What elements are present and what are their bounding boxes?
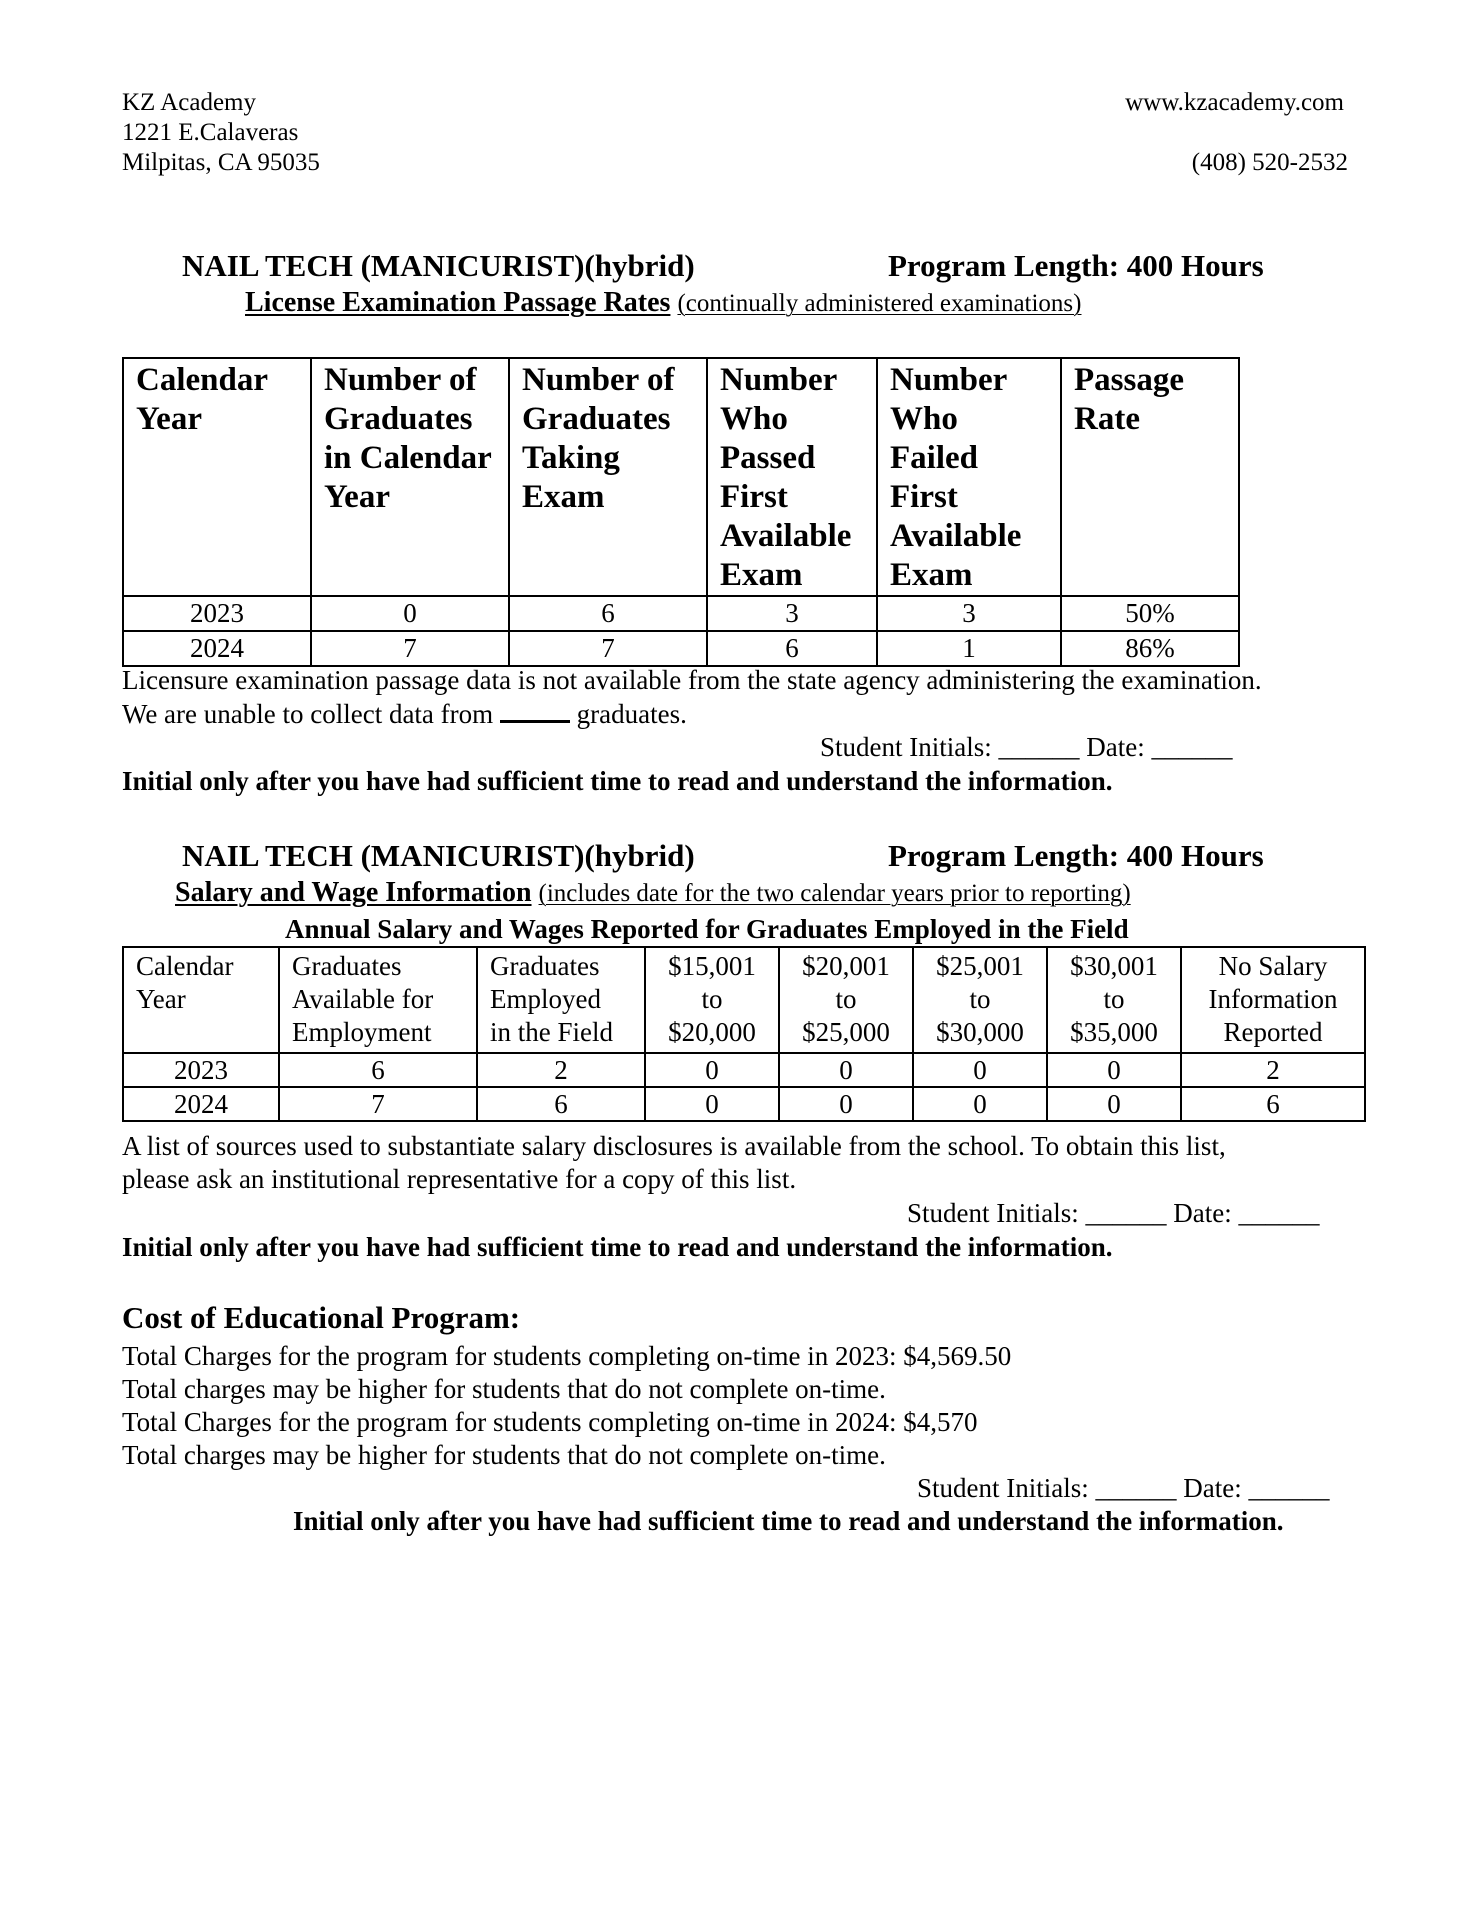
table-cell: 2023	[123, 1053, 279, 1087]
passage-rates-table	[122, 357, 1240, 667]
table-cell: 2023	[123, 596, 311, 631]
section1-subtitle-text: License Examination Passage Rates	[245, 287, 671, 318]
section3-title: Cost of Educational Program:	[122, 1300, 521, 1335]
section1-subtitle	[245, 286, 1082, 321]
header-cell	[279, 947, 477, 1053]
table-cell: 7	[509, 631, 707, 666]
table-cell: 86%	[1061, 631, 1239, 666]
table-cell: 7	[311, 631, 509, 666]
table-header-row	[123, 947, 1365, 1053]
table-cell: 0	[913, 1087, 1047, 1121]
website-link[interactable]: www.kzacademy.com	[1125, 89, 1344, 116]
school-name: KZ Academy	[122, 89, 256, 116]
header-text: Number Who Passed First Available Exam	[720, 362, 852, 593]
table-cell: 2024	[123, 631, 311, 666]
header-cell	[779, 947, 913, 1053]
table-cell: 2	[1181, 1053, 1365, 1087]
table-cell: 0	[1047, 1053, 1181, 1087]
header-cell	[645, 947, 779, 1053]
table-cell: 0	[779, 1053, 913, 1087]
address-line-1: 1221 E.Calaveras	[122, 119, 299, 146]
table-row	[123, 1053, 1365, 1087]
header-text: Graduates Available for Employment	[292, 951, 434, 1047]
header-text: $20,001 to $25,000	[802, 951, 890, 1047]
header-text: Graduates Employed in the Field	[490, 951, 613, 1047]
section2-initials-date[interactable]: Student Initials: ______ Date: ______	[907, 1198, 1320, 1228]
table-cell: 6	[1181, 1087, 1365, 1121]
header-text: No Salary Information Reported	[1208, 951, 1338, 1047]
table-row	[123, 1087, 1365, 1121]
header-cell	[1047, 947, 1181, 1053]
section2-subtitle-note: (includes date for the two calendar years prior to reporting)	[538, 880, 1131, 907]
header-text: Calendar Year	[136, 951, 234, 1014]
table-cell: 6	[509, 596, 707, 631]
header-cell	[913, 947, 1047, 1053]
table-header-row	[123, 358, 1239, 596]
header-cell	[123, 947, 279, 1053]
header-text: $25,001 to $30,000	[936, 951, 1024, 1047]
section1-initial-notice: Initial only after you have had sufficient time to read and understand the information.	[122, 766, 1113, 796]
cost-line-2: Total charges may be higher for students that do not complete on-time.	[122, 1374, 886, 1404]
table-row	[123, 596, 1239, 631]
section1-program-name: NAIL TECH (MANICURIST)(hybrid)	[182, 248, 695, 283]
table-cell: 0	[913, 1053, 1047, 1087]
cost-line-4: Total charges may be higher for students that do not complete on-time.	[122, 1440, 886, 1470]
section1-subtitle-note: (continually administered examinations)	[677, 290, 1082, 317]
header-text: $30,001 to $35,000	[1070, 951, 1158, 1047]
header-text: Number of Graduates in Calendar Year	[324, 362, 492, 515]
section2-subtitle-text: Salary and Wage Information	[175, 877, 532, 908]
table-cell: 6	[707, 631, 877, 666]
graduates-blank-field[interactable]	[500, 698, 570, 723]
table-cell: 6	[477, 1087, 645, 1121]
section1-note1: Licensure examination passage data is not available from the state agency administering the examination.	[122, 665, 1262, 695]
section2-program-name: NAIL TECH (MANICURIST)(hybrid)	[182, 838, 695, 873]
section3-initials-date[interactable]: Student Initials: ______ Date: ______	[917, 1473, 1330, 1503]
header-text: Passage Rate	[1074, 362, 1184, 437]
table-cell: 0	[311, 596, 509, 631]
cost-line-3: Total Charges for the program for students completing on-time in 2024: $4,570	[122, 1407, 978, 1437]
table-cell: 3	[707, 596, 877, 631]
header-cell	[1181, 947, 1365, 1053]
table-row	[123, 631, 1239, 666]
table-cell: 50%	[1061, 596, 1239, 631]
header-text: Calendar Year	[136, 362, 268, 437]
header-cell	[477, 947, 645, 1053]
section2-note1: A list of sources used to substantiate salary disclosures is available from the school. To obtain this list,	[122, 1131, 1226, 1161]
section3-initial-notice: Initial only after you have had sufficient time to read and understand the information.	[293, 1506, 1284, 1536]
header-cell	[123, 358, 311, 596]
table-cell: 1	[877, 631, 1061, 666]
table-cell: 3	[877, 596, 1061, 631]
section1-note2-before: We are unable to collect data from	[122, 699, 494, 729]
section1-note2-after: graduates.	[576, 699, 687, 729]
salary-wage-table	[122, 946, 1366, 1122]
table-cell: 2	[477, 1053, 645, 1087]
header-cell	[311, 358, 509, 596]
header-text: $15,001 to $20,000	[668, 951, 756, 1047]
section2-note2: please ask an institutional representative for a copy of this list.	[122, 1164, 797, 1194]
table-cell: 0	[645, 1053, 779, 1087]
header-cell	[707, 358, 877, 596]
section2-table-caption: Annual Salary and Wages Reported for Graduates Employed in the Field	[285, 914, 1129, 944]
table-cell: 0	[645, 1087, 779, 1121]
section2-initial-notice: Initial only after you have had sufficient time to read and understand the information.	[122, 1232, 1113, 1262]
table-cell: 0	[779, 1087, 913, 1121]
section1-note2	[122, 698, 687, 731]
header-cell	[877, 358, 1061, 596]
header-cell	[1061, 358, 1239, 596]
cost-line-1: Total Charges for the program for students completing on-time in 2023: $4,569.50	[122, 1341, 1012, 1371]
header-text: Number of Graduates Taking Exam	[522, 362, 675, 515]
section2-subtitle	[175, 876, 1131, 911]
section1-initials-date[interactable]: Student Initials: ______ Date: ______	[820, 732, 1233, 762]
section2-program-length: Program Length: 400 Hours	[888, 838, 1264, 873]
phone-number: (408) 520-2532	[1191, 149, 1348, 176]
table-cell: 2024	[123, 1087, 279, 1121]
header-text: Number Who Failed First Available Exam	[890, 362, 1022, 593]
table-cell: 0	[1047, 1087, 1181, 1121]
header-cell	[509, 358, 707, 596]
address-line-2: Milpitas, CA 95035	[122, 149, 320, 176]
table-cell: 6	[279, 1053, 477, 1087]
table-cell: 7	[279, 1087, 477, 1121]
section1-program-length: Program Length: 400 Hours	[888, 248, 1264, 283]
